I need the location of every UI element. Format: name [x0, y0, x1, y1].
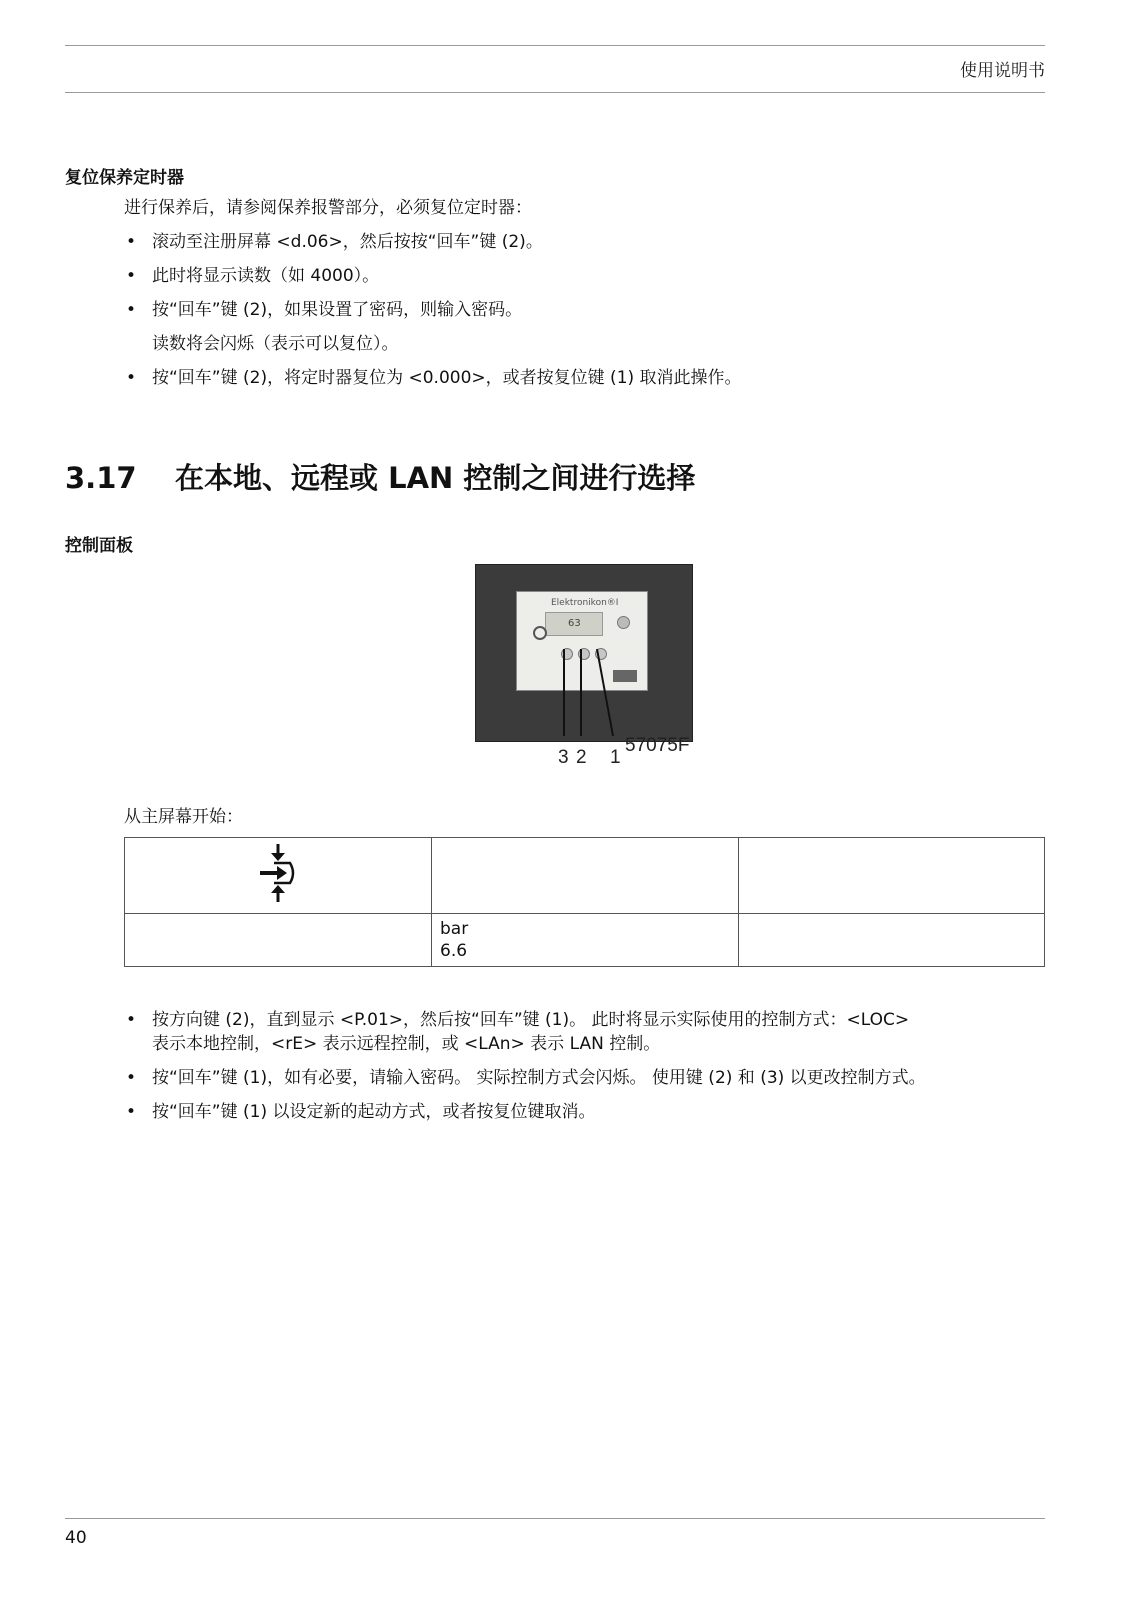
control-mode-steps: [124, 1008, 1044, 1134]
list-item: [124, 1008, 1044, 1056]
section-number: 3.17: [65, 461, 137, 495]
header-bottom-rule: [65, 92, 1045, 93]
list-item: [124, 1066, 1044, 1090]
reading-cell: [432, 914, 739, 967]
pressure-unit: bar: [440, 919, 469, 939]
list-item: [124, 1100, 1044, 1124]
reset-timer-heading: 复位保养定时器: [65, 168, 184, 188]
table-row: [125, 838, 1045, 914]
footer-rule: [65, 1518, 1045, 1519]
list-item-note: 读数将会闪烁（表示可以复位）。: [152, 334, 399, 354]
callout-line-1: [597, 649, 613, 736]
figure-code: 57075F: [625, 735, 690, 756]
callout-label-3: 3: [558, 747, 569, 768]
reset-timer-intro: 进行保养后，请参阅保养报警部分，必须复位定时器：: [124, 198, 532, 218]
table-cell: [739, 838, 1045, 914]
list-item-line: 表示本地控制，<rE> 表示远程控制，或 <LAn> 表示 LAN 控制。: [152, 1034, 661, 1054]
header-title: 使用说明书: [960, 61, 1045, 81]
page-number: 40: [65, 1528, 87, 1548]
control-panel-heading: 控制面板: [65, 536, 133, 556]
list-item: • 此时将显示读数（如 4000）。: [124, 259, 1044, 293]
callout-label-2: 2: [576, 747, 587, 768]
start-text: 从主屏幕开始：: [124, 807, 243, 827]
header-top-rule: [65, 45, 1045, 46]
list-item-line: • 按“回车”键 (1) 以设定新的起动方式，或者按复位键取消。: [152, 1102, 596, 1122]
table-row: [125, 914, 1045, 967]
table-cell: [739, 914, 1045, 967]
panel-display-value: 63: [568, 618, 581, 629]
list-item: • 按“回车”键 (2)，如果设置了密码，则输入密码。: [124, 293, 1044, 327]
reset-timer-steps: [124, 225, 1044, 395]
control-panel-figure: [475, 564, 695, 769]
table-cell: [432, 838, 739, 914]
pressure-inlet-icon: [256, 842, 300, 904]
list-item-line: • 按“回车”键 (1)，如有必要，请输入密码。 实际控制方式会闪烁。 使用键 (2) 和 (3) 以更改控制方式。: [152, 1068, 926, 1088]
callout-label-1: 1: [610, 747, 621, 768]
section-heading: [65, 456, 695, 497]
list-item: • 按“回车”键 (2)，将定时器复位为 <0.000>，或者按复位键 (1) 取消此操作。: [124, 361, 1044, 395]
list-item-line: • 按方向键 (2)，直到显示 <P.01>，然后按“回车”键 (1)。 此时将显示实际使用的控制方式：<LOC>: [152, 1010, 910, 1030]
pressure-value: 6.6: [440, 941, 468, 961]
section-title: 在本地、远程或 LAN 控制之间进行选择: [175, 461, 696, 495]
icon-cell: [125, 838, 432, 914]
panel-brand-label: Elektronikon®I: [551, 598, 619, 608]
table-cell: [125, 914, 432, 967]
screen-table: [124, 837, 1045, 967]
list-item: • 滚动至注册屏幕 <d.06>，然后按按“回车”键 (2)。: [124, 225, 1044, 259]
